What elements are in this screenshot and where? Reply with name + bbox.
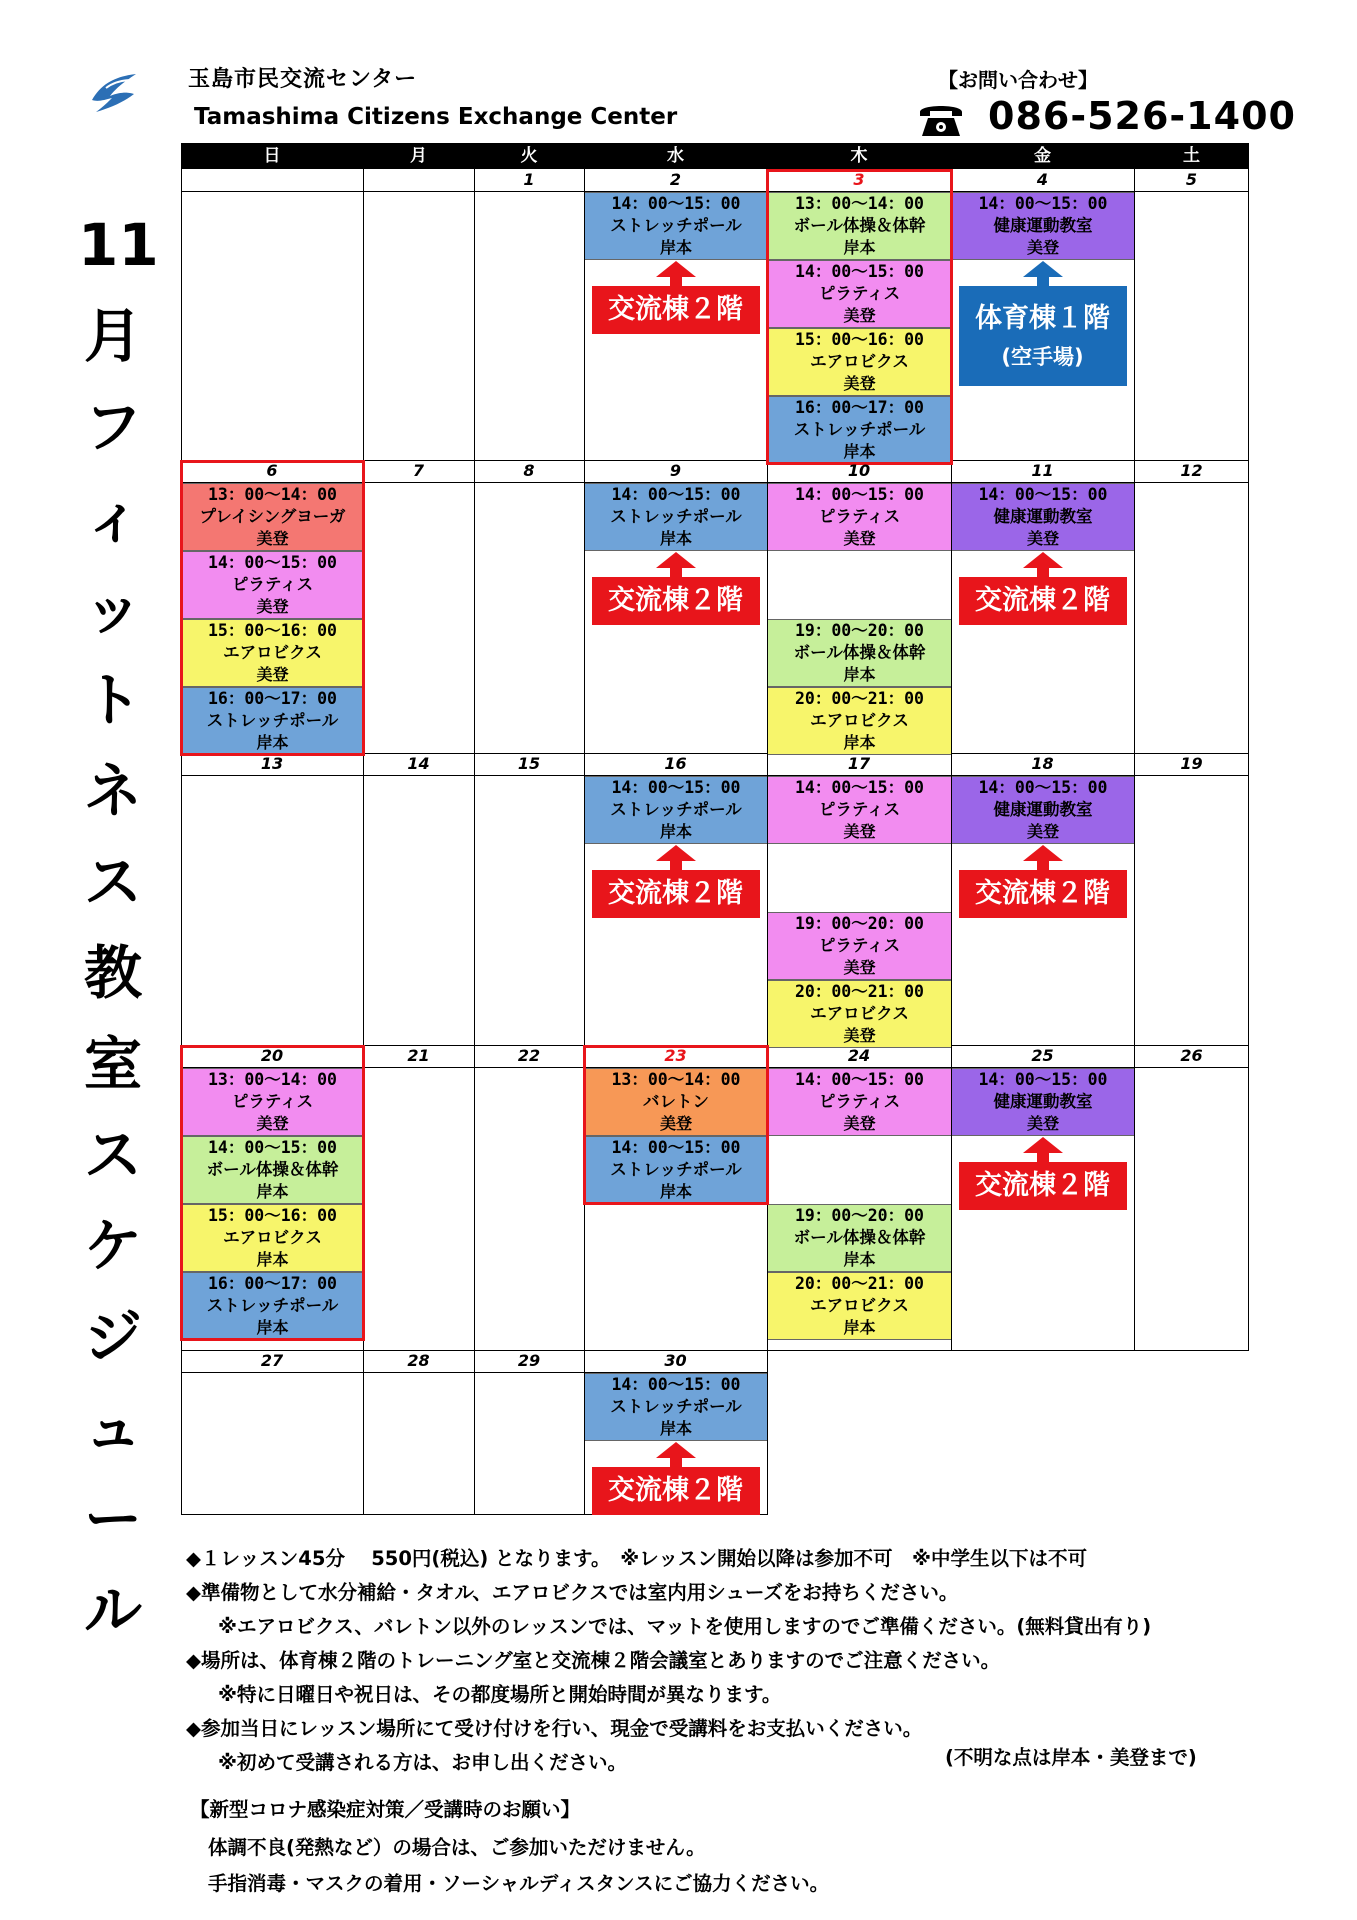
class-event: [768, 912, 951, 980]
event-name: ストレッチポール: [610, 800, 742, 819]
event-time: 15：00～16：00: [208, 1206, 337, 1225]
event-name: ボール体操＆体幹: [793, 216, 926, 235]
title-char: 教: [83, 939, 142, 1007]
event-instructor: 美登: [1026, 238, 1059, 257]
date-number: 14: [407, 754, 430, 773]
event-name: 健康運動教室: [993, 216, 1093, 235]
note-line: ※初めて受講される方は、お申し出ください。: [218, 1751, 627, 1774]
event-name: 健康運動教室: [993, 1092, 1093, 1111]
event-time: 16：00～17：00: [208, 689, 337, 708]
wave-logo-icon: [84, 62, 144, 122]
class-event: [768, 396, 951, 464]
event-instructor: 岸本: [256, 1250, 289, 1269]
event-instructor: 美登: [256, 529, 289, 548]
location-badge: [959, 577, 1127, 625]
location-badge: [592, 286, 760, 334]
event-name: ピラティス: [231, 1092, 314, 1111]
date-number: 6: [266, 461, 278, 480]
event-name: ピラティス: [818, 1092, 901, 1111]
event-name: 健康運動教室: [993, 507, 1093, 526]
event-name: ストレッチポール: [206, 711, 339, 730]
event-name: ピラティス: [231, 575, 314, 594]
date-number: 1: [523, 170, 535, 189]
event-name: ピラティス: [818, 800, 901, 819]
org-name-en: Tamashima Citizens Exchange Center: [194, 104, 678, 130]
event-instructor: 岸本: [256, 1318, 289, 1337]
class-event: [768, 980, 951, 1048]
event-name: 健康運動教室: [993, 800, 1093, 819]
event-instructor: 美登: [843, 958, 876, 977]
event-name: ストレッチポール: [610, 1397, 742, 1416]
date-number: 9: [669, 461, 682, 480]
event-instructor: 美登: [659, 1114, 692, 1133]
event-instructor: 美登: [843, 1026, 876, 1045]
class-event: [585, 776, 767, 844]
event-time: 14：00～15：00: [795, 778, 924, 797]
event-instructor: 岸本: [256, 1182, 289, 1201]
event-name: ストレッチポール: [793, 420, 926, 439]
location-badge: [959, 1162, 1127, 1210]
location-text: 交流棟２階: [608, 1475, 743, 1506]
event-time: 13：00～14：00: [208, 485, 337, 504]
event-time: 20：00～21：00: [795, 982, 924, 1001]
up-arrow-icon: [1023, 845, 1063, 861]
grid-vline: [474, 169, 475, 1515]
location-badge: [592, 577, 760, 625]
event-instructor: 美登: [256, 1114, 289, 1133]
class-event: [182, 687, 363, 755]
class-event: [585, 483, 767, 551]
event-time: 15：00～16：00: [795, 330, 924, 349]
class-event: [768, 1204, 951, 1272]
class-event: [585, 1136, 767, 1204]
class-event: [585, 1068, 767, 1136]
phone-number: 086-526-1400: [988, 94, 1296, 138]
event-name: ピラティス: [818, 507, 901, 526]
date-number: 11: [1031, 461, 1054, 480]
title-char: ッ: [83, 575, 142, 643]
title-char: ュ: [83, 1394, 142, 1462]
event-instructor: 美登: [1026, 1114, 1059, 1133]
event-time: 13：00～14：00: [208, 1070, 337, 1089]
covid-line-2: 手指消毒・マスクの着用・ソーシャルディスタンスにご協力ください。: [208, 1872, 830, 1895]
arrow-stem: [1037, 860, 1049, 870]
event-time: 16：00～17：00: [208, 1274, 337, 1293]
event-time: 14：00～15：00: [611, 194, 741, 213]
event-name: バレトン: [643, 1092, 709, 1111]
class-event: [768, 483, 951, 551]
class-event: [952, 776, 1134, 844]
event-time: 14：00～15：00: [978, 1070, 1108, 1089]
event-instructor: 美登: [843, 822, 876, 841]
weekday-label: 木: [850, 146, 868, 166]
event-name: エアロビクス: [223, 643, 322, 662]
date-number: 21: [407, 1046, 430, 1065]
event-time: 14：00～15：00: [795, 485, 924, 504]
event-name: ボール体操＆体幹: [793, 1228, 926, 1247]
weekday-header: [181, 143, 1249, 169]
location-badge: [592, 870, 760, 918]
class-event: [182, 1068, 363, 1136]
event-name: エアロビクス: [810, 1296, 909, 1315]
up-arrow-icon: [1023, 261, 1063, 277]
date-number: 10: [847, 461, 871, 480]
event-time: 20：00～21：00: [795, 1274, 924, 1293]
title-char: ス: [83, 1121, 142, 1189]
location-badge: [592, 1467, 760, 1515]
class-event: [182, 1204, 363, 1272]
event-time: 14：00～15：00: [611, 1138, 741, 1157]
event-instructor: 岸本: [843, 238, 876, 257]
grid-vline: [363, 169, 364, 1515]
class-event: [952, 483, 1134, 551]
date-number: 18: [1031, 754, 1054, 773]
arrow-stem: [1037, 276, 1049, 286]
title-char: フ: [83, 393, 142, 461]
arrow-stem: [1037, 1152, 1049, 1162]
title-char: 室: [83, 1030, 142, 1098]
event-time: 14：00～15：00: [611, 778, 741, 797]
event-instructor: 美登: [843, 306, 876, 325]
empty-area: [768, 1351, 1250, 1516]
date-number: 22: [517, 1046, 541, 1065]
contact-label: 【お問い合わせ】: [938, 68, 1098, 92]
date-number: 7: [412, 461, 425, 480]
location-text: 交流棟２階: [608, 585, 743, 616]
event-time: 14：00～15：00: [978, 778, 1108, 797]
event-instructor: 美登: [843, 1114, 876, 1133]
up-arrow-icon: [1023, 552, 1063, 568]
title-char: ィ: [83, 484, 142, 552]
class-event: [585, 192, 767, 260]
event-instructor: 岸本: [256, 733, 289, 752]
event-instructor: 美登: [1026, 529, 1059, 548]
event-time: 14：00～15：00: [208, 1138, 337, 1157]
note-line: ※特に日曜日や祝日は、その都度場所と開始時間が異なります。: [218, 1683, 782, 1706]
class-event: [768, 619, 951, 687]
event-instructor: 美登: [1026, 822, 1059, 841]
event-time: 20：00～21：00: [795, 689, 924, 708]
covid-heading: 【新型コロナ感染症対策／受講時のお願い】: [190, 1798, 581, 1821]
up-arrow-icon: [1023, 1137, 1063, 1153]
event-time: 19：00～20：00: [795, 1206, 924, 1225]
event-instructor: 美登: [256, 665, 289, 684]
title-char: ネ: [83, 757, 142, 825]
event-name: エアロビクス: [810, 711, 909, 730]
date-number: 26: [1180, 1046, 1203, 1065]
title-char: 月: [83, 302, 142, 370]
event-instructor: 岸本: [843, 442, 876, 461]
arrow-stem: [670, 567, 682, 577]
event-instructor: 岸本: [659, 1182, 692, 1201]
title-char: ー: [83, 1485, 142, 1553]
event-instructor: 岸本: [659, 822, 692, 841]
event-name: エアロビクス: [810, 352, 909, 371]
date-number: 13: [260, 754, 284, 773]
title-char: ジ: [83, 1303, 142, 1371]
date-number: 2: [669, 170, 682, 189]
location-badge: [959, 870, 1127, 918]
note-line: ◆準備物として水分補給・タオル、エアロビクスでは室内用シューズをお持ちください。: [186, 1581, 959, 1604]
weekday-label: 日: [263, 146, 281, 166]
event-name: ボール体操＆体幹: [793, 643, 926, 662]
date-number: 12: [1180, 461, 1203, 480]
event-instructor: 岸本: [843, 665, 876, 684]
class-event: [768, 776, 951, 844]
title-char: ケ: [83, 1212, 142, 1280]
org-name-ja: 玉島市民交流センター: [188, 67, 418, 92]
event-name: ボール体操＆体幹: [206, 1160, 339, 1179]
arrow-stem: [670, 276, 682, 286]
location-text: 交流棟２階: [608, 294, 743, 325]
covid-line-1: 体調不良(発熱など）の場合は、ご参加いただけません。: [208, 1836, 706, 1859]
date-number: 17: [847, 754, 871, 773]
event-name: ストレッチポール: [610, 507, 742, 526]
weekday-label: 金: [1034, 146, 1051, 166]
grid-vline: [1248, 169, 1249, 1515]
event-time: 14：00～15：00: [208, 553, 337, 572]
location-text: 体育棟１階: [975, 303, 1110, 334]
event-time: 15：00～16：00: [208, 621, 337, 640]
date-number: 15: [517, 754, 541, 773]
date-number: 3: [853, 170, 865, 189]
class-event: [182, 483, 363, 551]
date-number: 25: [1031, 1046, 1054, 1065]
event-time: 13：00～14：00: [611, 1070, 741, 1089]
location-subtext: (空手場): [1001, 345, 1084, 369]
class-event: [768, 1272, 951, 1340]
date-number: 8: [523, 461, 535, 480]
arrow-stem: [670, 860, 682, 870]
event-instructor: 岸本: [659, 238, 692, 257]
location-text: 交流棟２階: [975, 878, 1110, 909]
grid-vline: [1134, 169, 1135, 1515]
class-event: [182, 1136, 363, 1204]
date-number: 23: [664, 1046, 687, 1065]
event-instructor: 岸本: [659, 1419, 692, 1438]
event-name: プレイシングヨーガ: [199, 507, 346, 526]
up-arrow-icon: [656, 1442, 696, 1458]
class-event: [182, 1272, 363, 1340]
event-instructor: 岸本: [659, 529, 692, 548]
weekday-label: 火: [520, 146, 538, 166]
date-number: 5: [1185, 170, 1198, 189]
grid-vline: [1248, 1350, 1249, 1351]
event-name: ピラティス: [818, 284, 901, 303]
page-title: [78, 200, 159, 1656]
title-char: ト: [83, 666, 142, 734]
event-instructor: 岸本: [843, 733, 876, 752]
date-number: 27: [260, 1351, 284, 1370]
event-name: ストレッチポール: [206, 1296, 339, 1315]
telephone-icon: [918, 100, 964, 138]
class-event: [768, 1068, 951, 1136]
event-name: ストレッチポール: [610, 216, 742, 235]
date-number: 28: [407, 1351, 430, 1370]
up-arrow-icon: [656, 261, 696, 277]
location-text: 交流棟２階: [975, 1170, 1110, 1201]
event-instructor: 美登: [843, 529, 876, 548]
class-event: [182, 619, 363, 687]
event-time: 14：00～15：00: [611, 485, 741, 504]
event-time: 14：00～15：00: [611, 1375, 741, 1394]
class-event: [182, 551, 363, 619]
event-time: 14：00～15：00: [978, 485, 1108, 504]
inquiry-note: (不明な点は岸本・美登まで): [945, 1746, 1197, 1769]
class-event: [952, 1068, 1134, 1136]
event-time: 13：00～14：00: [795, 194, 924, 213]
event-time: 19：00～20：00: [795, 621, 924, 640]
weekday-label: 土: [1183, 146, 1200, 166]
location-badge: [959, 286, 1127, 386]
note-line: ※エアロビクス、バレトン以外のレッスンでは、マットを使用しますのでご準備ください。(無料貸出有り): [218, 1615, 1152, 1638]
date-number: 30: [664, 1351, 687, 1370]
date-number: 24: [847, 1046, 871, 1065]
class-event: [768, 192, 951, 260]
arrow-stem: [1037, 567, 1049, 577]
date-number: 4: [1036, 170, 1049, 189]
class-event: [768, 260, 951, 328]
note-line: ◆場所は、体育棟２階のトレーニング室と交流棟２階会議室とありますのでご注意ください。: [186, 1649, 1001, 1672]
event-time: 19：00～20：00: [795, 914, 924, 933]
title-char: ル: [83, 1576, 142, 1644]
weekday-label: 月: [410, 146, 427, 166]
event-time: 16：00～17：00: [795, 398, 924, 417]
class-event: [768, 328, 951, 396]
date-number: 20: [260, 1046, 284, 1065]
event-time: 14：00～15：00: [795, 1070, 924, 1089]
date-number: 29: [517, 1351, 541, 1370]
class-event: [952, 192, 1134, 260]
event-instructor: 美登: [843, 374, 876, 393]
class-event: [585, 1373, 767, 1441]
up-arrow-icon: [656, 845, 696, 861]
location-text: 交流棟２階: [608, 878, 743, 909]
event-instructor: 美登: [256, 597, 289, 616]
arrow-stem: [670, 1457, 682, 1467]
title-char: 11: [78, 211, 159, 279]
note-line: ◆１レッスン45分 550円(税込) となります。 ※レッスン開始以降は参加不可 ※中学生以下は不可: [186, 1547, 1087, 1570]
event-name: エアロビクス: [223, 1228, 322, 1247]
event-name: ピラティス: [818, 936, 901, 955]
event-instructor: 岸本: [843, 1318, 876, 1337]
event-time: 14：00～15：00: [795, 262, 924, 281]
calendar: [181, 143, 1249, 1515]
event-time: 14：00～15：00: [978, 194, 1108, 213]
title-char: ス: [83, 848, 142, 916]
note-line: ◆参加当日にレッスン場所にて受け付けを行い、現金で受講料をお支払いください。: [186, 1717, 923, 1740]
event-instructor: 岸本: [843, 1250, 876, 1269]
date-number: 16: [664, 754, 687, 773]
event-name: エアロビクス: [810, 1004, 909, 1023]
up-arrow-icon: [656, 552, 696, 568]
event-name: ストレッチポール: [610, 1160, 742, 1179]
class-event: [768, 687, 951, 755]
date-number: 19: [1180, 754, 1203, 773]
location-text: 交流棟２階: [975, 585, 1110, 616]
weekday-label: 水: [667, 146, 684, 166]
